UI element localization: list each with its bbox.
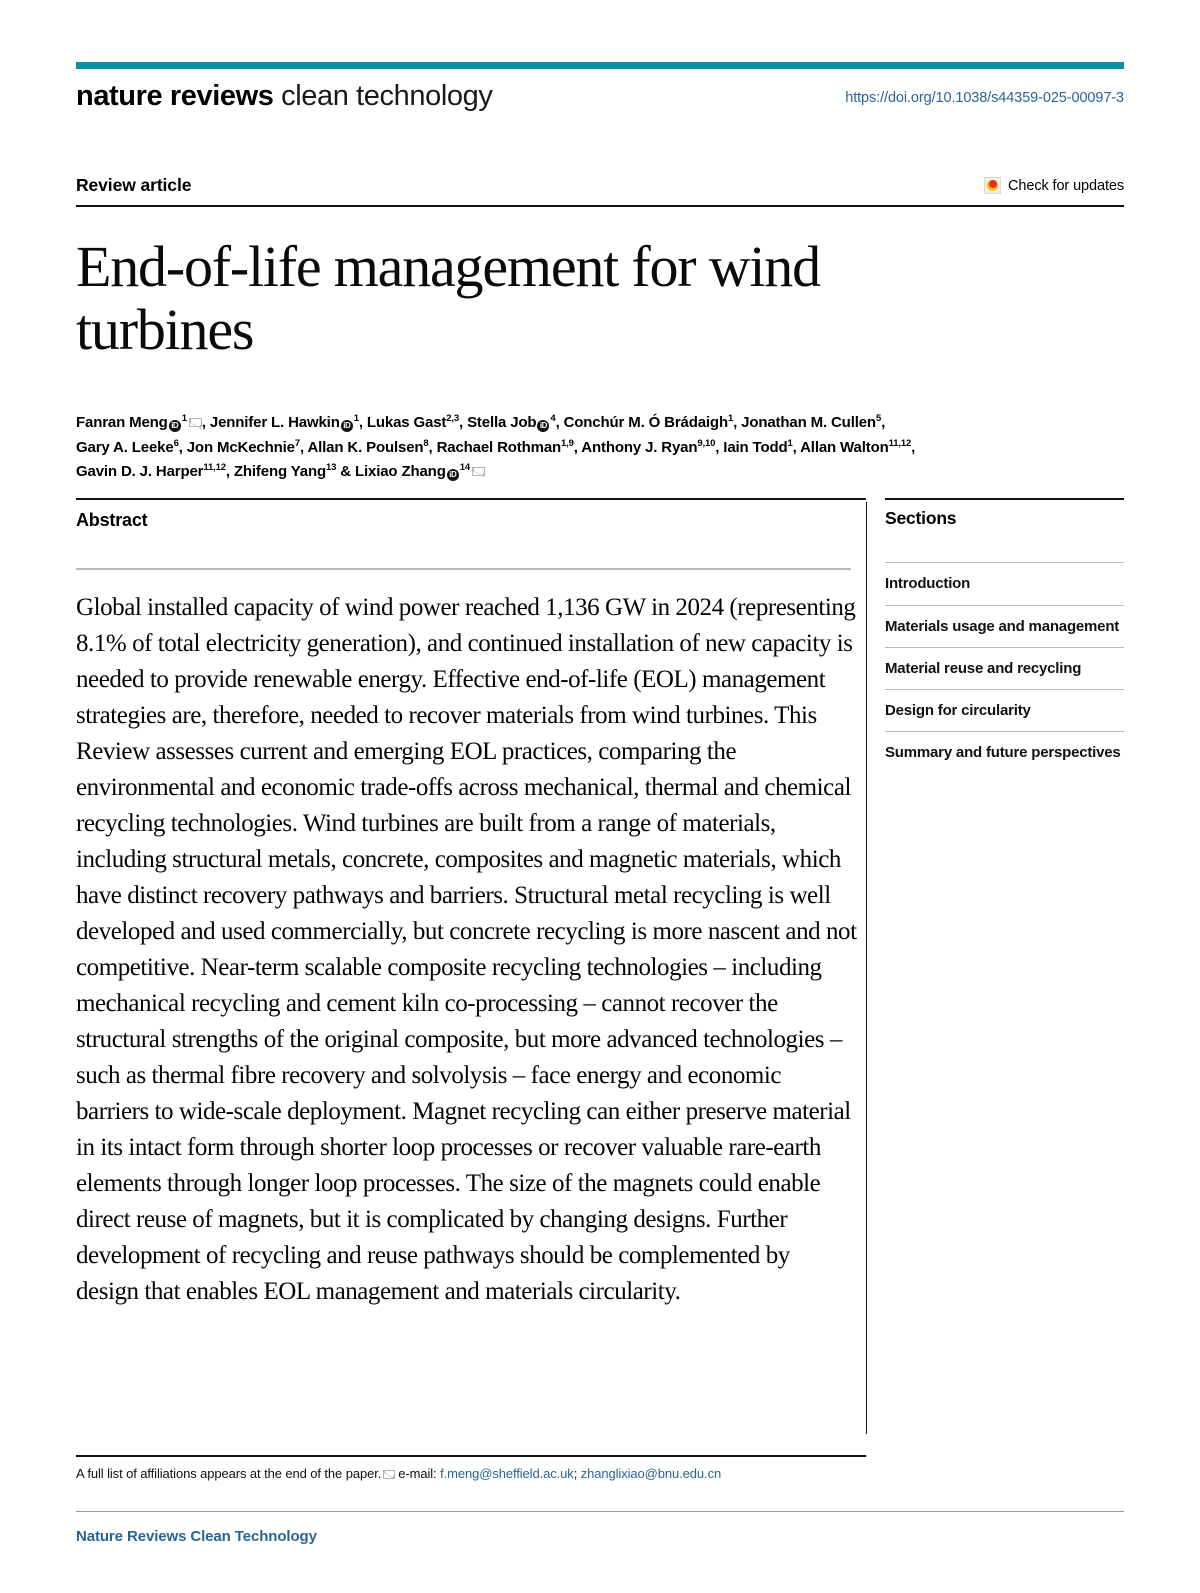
- email-link-secondary[interactable]: zhanglixiao@bnu.edu.cn: [580, 1465, 722, 1481]
- orcid-icon[interactable]: iD: [169, 420, 181, 432]
- brand-accent-rule: [76, 62, 1124, 69]
- crossmark-icon: [984, 177, 1001, 194]
- journal-logo-light: clean technology: [273, 80, 493, 112]
- sidebar-item-introduction[interactable]: Introduction: [885, 562, 1124, 604]
- footnote-text: [76, 1466, 866, 1481]
- author-line-2: Gary A. Leeke$^6$, Jon McKechnie$^7$, Allan K. Poulsen$^8$, Rachael Rothman$^{1,9}$, Anthony J. Ryan$^{9,10}$, Iain Todd$^1$, Allan Walton$^{11,12}$,: [76, 437, 916, 456]
- journal-logo-bold: nature reviews: [76, 80, 274, 112]
- journal-footer-link[interactable]: Nature Reviews Clean Technology: [76, 1528, 317, 1545]
- sidebar-item-materials-usage-and-management[interactable]: Materials usage and management: [885, 605, 1124, 647]
- sidebar-item-design-for-circularity[interactable]: Design for circularity: [885, 689, 1124, 731]
- email-label: e-mail:: [398, 1465, 437, 1481]
- journal-logo: [76, 82, 492, 111]
- email-link-primary[interactable]: f.meng@sheffield.ac.uk: [440, 1465, 574, 1481]
- orcid-icon[interactable]: iD: [537, 420, 549, 432]
- sidebar-item-material-reuse-and-recycling[interactable]: Material reuse and recycling: [885, 647, 1124, 689]
- check-for-updates-badge[interactable]: [984, 177, 1124, 194]
- author-list: [76, 411, 1124, 484]
- sections-column: [867, 498, 1124, 1434]
- author-line-1: Fanran Meng $iD^1$ , Jennifer L. Hawkin $iD^1$, Lukas Gast$^{2,3}$, Stella Job $iD^4$, Conchúr M. Ó Brádaigh$^1$, Jonathan M. Cullen$^5$,: [76, 413, 886, 432]
- article-type-row: [76, 175, 1124, 196]
- email-separator: ;: [573, 1465, 578, 1481]
- sections-top-rule: [885, 498, 1124, 500]
- article-type-label: Review article: [76, 175, 192, 195]
- sections-nav: [885, 562, 1124, 773]
- orcid-icon[interactable]: iD: [341, 420, 353, 432]
- check-for-updates-label: Check for updates: [1008, 177, 1124, 194]
- article-type-rule: [76, 205, 1124, 207]
- author-line-3: Gavin D. J. Harper$^{11,12}$, Zhifeng Yang$^{13}$ & Lixiao Zhang $iD^{14}$: [76, 460, 1124, 484]
- abstract-top-rule: [76, 498, 866, 500]
- orcid-icon[interactable]: iD: [447, 469, 459, 481]
- doi-link[interactable]: https://doi.org/10.1038/s44359-025-00097-3: [845, 90, 1124, 106]
- abstract-text: Global installed capacity of wind power reached 1,136 GW in 2024 (representing 8.1% of total electricity generation), and continued installation of new capacity is needed to provide renewable energy. Effective end-of-life (EOL) management strategies are, therefore, needed to recover materials from wind turbines. This Review assesses current and emerging EOL practices, comparing the environmental and economic trade-offs across mechanical, thermal and chemical recycling technologies. Wind turbines are built from a range of materials, including structural metals, concrete, composites and magnetic materials, which have distinct recovery pathways and barriers. Structural metal recycling is well developed and used commercially, but concrete recycling is more nascent and not competitive. Near-term scalable composite recycling technologies – including mechanical recycling and cement kiln co-processing – cannot recover the structural strengths of the original composite, but more advanced technologies – such as thermal fibre recovery and solvolysis – face energy and economic barriers to wide-scale deployment. Magnet recycling can either preserve material in its intact form through shorter loop processes or recover valuable rare-earth elements through longer loop processes. The size of the magnets could enable direct reuse of magnets, but it is complicated by changing designs. Further development of recycling and reuse pathways should be complemented by design that enables EOL management and materials circularity.: [76, 593, 857, 1305]
- masthead: [76, 82, 1124, 111]
- email-icon[interactable]: [189, 418, 202, 428]
- email-icon: [383, 1470, 395, 1479]
- abstract-heading: Abstract: [76, 510, 148, 531]
- email-icon[interactable]: [472, 467, 485, 477]
- abstract-column: [76, 498, 866, 1434]
- page-title: End-of-life management for wind turbines: [76, 234, 820, 363]
- footnote-block: [76, 1455, 866, 1481]
- abstract-sub-rule: [76, 568, 851, 569]
- affiliations-note: A full list of affiliations appears at the end of the paper.: [76, 1465, 382, 1481]
- page-footer-rule: [76, 1511, 1124, 1512]
- sidebar-item-summary-and-future-perspectives[interactable]: Summary and future perspectives: [885, 731, 1124, 773]
- sections-heading: Sections: [885, 508, 957, 529]
- footnote-rule: [76, 1455, 866, 1457]
- content-split: [76, 498, 1124, 1434]
